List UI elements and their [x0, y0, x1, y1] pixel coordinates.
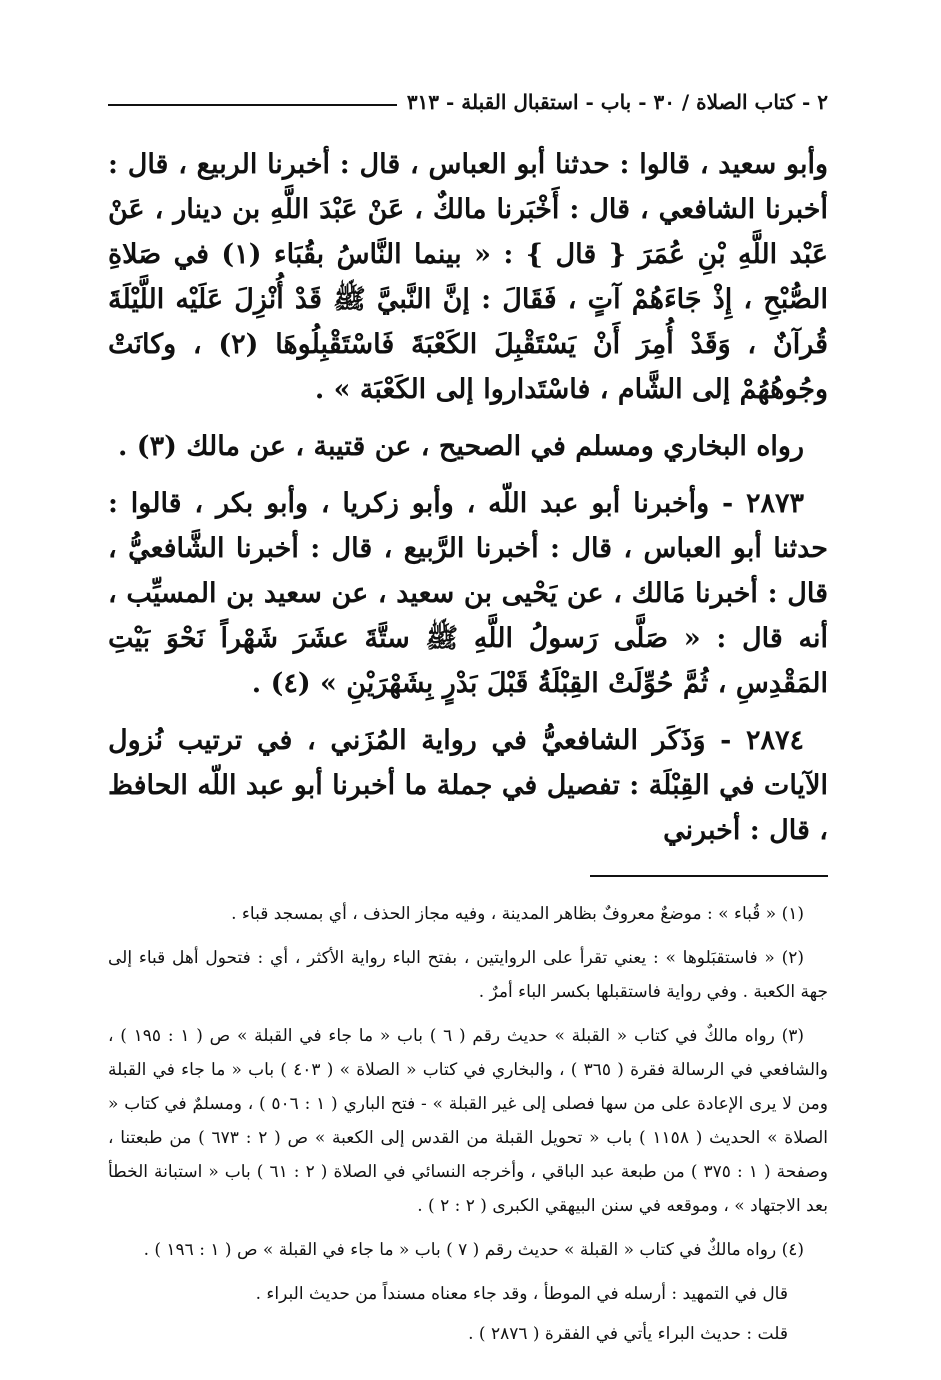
- footnotes: [108, 897, 828, 1351]
- footnote-1: (١) « قُباء » : موضعٌ معروفٌ بظاهر المدينة ، وفيه مجاز الحذف ، أي بمسجد قباء .: [231, 904, 804, 924]
- book-page: [108, 80, 828, 1357]
- footnote-4: (٤) رواه مالكٌ في كتاب « القبلة » حديث رقم ( ٧ ) باب « ما جاء في القبلة » ص ( ١ : ١٩٦ ) .: [143, 1240, 804, 1260]
- footnote-note-tamhid: قال في التمهيد : أرسله في الموطأ ، وقد جاء معناه مسنداً من حديث البراء .: [255, 1284, 788, 1304]
- main-text: [108, 142, 828, 853]
- hadith-2874-paragraph: ٢٨٧٤ - وَذَكَر الشافعيُّ في رواية المُزَني ، في ترتيب نُزول الآيات في القِبْلَة : تفصيل في جملة ما أخبرنا أبو عبد اللّه الحافظ ، قال : أخبرني: [108, 725, 828, 846]
- hadith-2873-paragraph: ٢٨٧٣ - وأخبرنا أبو عبد اللّه ، وأبو زكريا ، وأبو بكر ، قالوا : حدثنا أبو العباس ، قال : أخبرنا الرَّبيع ، قال : أخبرنا الشَّافعيُّ ، قال : أخبرنا مَالك ، عن يَحْيى بن سعيد ، عن سعيد بن المسيِّب ، أنه قال : « صَلَّى رَسولُ اللَّهِ ﷺ ستَّةَ عشَرَ شَهْراً نَحْوَ بَيْتِ المَقْدِسِ ، ثُمَّ حُوِّلَتْ القِبْلَةُ قَبْلَ بَدْرٍ بِشَهْرَيْنِ » (٤) .: [108, 488, 828, 699]
- narration-note-paragraph: رواه البخاري ومسلم في الصحيح ، عن قتيبة ، عن مالك (٣) .: [118, 431, 804, 462]
- running-head-rule: [108, 104, 397, 106]
- footnote-separator: [590, 875, 828, 877]
- footnote-note-bara: قلت : حديث البراء يأتي في الفقرة ( ٢٨٧٦ ) .: [468, 1324, 788, 1344]
- footnote-3: (٣) رواه مالكٌ في كتاب « القبلة » حديث رقم ( ٦ ) باب « ما جاء في القبلة » ص ( ١ : ١٩٥ ) ، والشافعي في الرسالة فقرة ( ٣٦٥ ) ، والبخاري في كتاب « الصلاة » ( ٤٠٣ ) باب « ما جاء في القبلة ومن لا يرى الإعادة على من سها فصلى إلى غير القبلة » - فتح الباري ( ١ : ٥٠٦ ) ، ومسلمٌ في كتاب « الصلاة » الحديث ( ١١٥٨ ) باب « تحويل القبلة من القدس إلى الكعبة » ص ( ٢ : ٦٧٣ ) من طبعتنا ، وصفحة ( ١ : ٣٧٥ ) من طبعة عبد الباقي ، وأخرجه النسائي في الصلاة ( ٢ : ٦١ ) باب « استبانة الخطأ بعد الاجتهاد » ، وموقعه في سنن البيهقي الكبرى ( ٢ : ٢ ) .: [108, 1026, 828, 1216]
- hadith-text-paragraph: وأبو سعيد ، قالوا : حدثنا أبو العباس ، قال : أخبرنا الربيع ، قال : أخبرنا الشافعي ، قال : أَخْبَرنا مالكٌ ، عَنْ عَبْدَ اللَّهِ بن دينار ، عَنْ عَبْد اللَّهِ بْنِ عُمَرَ { قال } : « بينما النَّاسُ بقُبَاء (١) في صَلاةِ الصُّبْحِ ، إِذْ جَاءَهُمْ آتٍ ، فَقَالَ : إنَّ النَّبيَّ ﷺ قَدْ أُنْزِلَ عَلَيْه اللَّيْلَةَ قُرآنٌ ، وَقَدْ أُمِرَ أَنْ يَسْتَقْبِلَ الكَعْبَةَ فَاسْتَقْبِلُوهَا (٢) ، وكانَتْ وجُوهُهُمْ إلى الشَّام ، فاسْتَداروا إلى الكَعْبَة » .: [108, 149, 829, 405]
- running-head: [108, 80, 828, 124]
- running-head-text: ٢ - كتاب الصلاة / ٣٠ - باب - استقبال القبلة - ٣١٣: [406, 90, 828, 114]
- footnote-2: (٢) « فاستقبَلوها » : يعني تقرأ على الروايتين ، بفتح الباء رواية الأكثر ، أي : فتحول أهل قباء إلى جهة الكعبة . وفي رواية فاستقبلها بكسر الباء أمرٌ .: [108, 948, 828, 1002]
